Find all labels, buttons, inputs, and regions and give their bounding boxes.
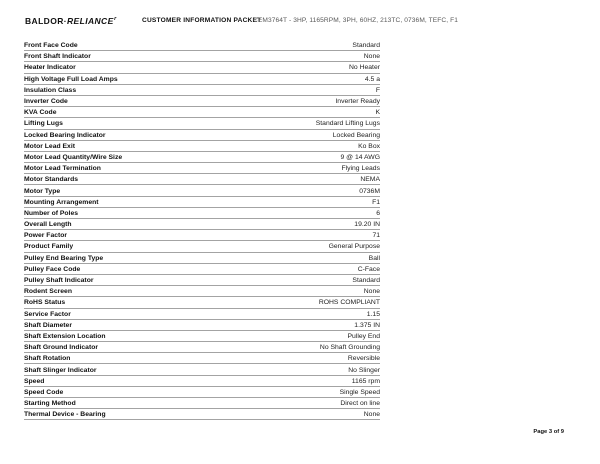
spec-label: Rodent Screen <box>24 288 72 296</box>
table-row <box>24 174 380 185</box>
spec-value: Inverter Ready <box>335 98 380 106</box>
table-row <box>24 219 380 230</box>
spec-label: Front Face Code <box>24 42 78 50</box>
spec-value: Flying Leads <box>341 165 380 173</box>
document-title: CUSTOMER INFORMATION PACKET <box>142 17 262 24</box>
table-row <box>24 387 380 398</box>
table-row <box>24 286 380 297</box>
spec-value: Direct on line <box>340 400 380 408</box>
table-row <box>24 152 380 163</box>
spec-label: Number of Poles <box>24 209 79 217</box>
page-number: Page 3 of 9 <box>533 429 564 435</box>
spec-value: F1 <box>372 198 380 206</box>
spec-value: K <box>375 109 380 117</box>
table-row <box>24 185 380 196</box>
spec-label: Speed Code <box>24 388 64 396</box>
spec-label: Thermal Device - Bearing <box>24 411 106 419</box>
spec-value: NEMA <box>360 176 380 184</box>
table-row <box>24 40 380 51</box>
spec-label: Pulley End Bearing Type <box>24 254 104 262</box>
logo-separator: · <box>63 16 67 26</box>
spec-label: RoHS Status <box>24 299 66 307</box>
table-row <box>24 398 380 409</box>
spec-label: Power Factor <box>24 232 68 240</box>
spec-value: F <box>375 86 380 94</box>
spec-value: Standard <box>352 277 380 285</box>
spec-label: Lifting Lugs <box>24 120 63 128</box>
logo-brand-left: BALDOR <box>25 16 64 26</box>
spec-label: Pulley Shaft Indicator <box>24 277 94 285</box>
table-row <box>24 309 380 320</box>
table-row <box>24 96 380 107</box>
spec-label: Shaft Slinger Indicator <box>24 366 97 374</box>
baldor-reliance-logo <box>25 16 117 26</box>
spec-value: 1.15 <box>366 310 380 318</box>
table-row <box>24 163 380 174</box>
spec-value: 19.20 IN <box>354 221 380 229</box>
spec-value: ROHS COMPLIANT <box>318 299 380 307</box>
spec-label: Service Factor <box>24 310 71 318</box>
spec-value: C-Face <box>357 265 380 273</box>
spec-value: 1165 rpm <box>351 377 380 385</box>
product-code: CEM3764T - 3HP, 1165RPM, 3PH, 60HZ, 213TC, 0736M, TEFC, F1 <box>253 17 459 24</box>
spec-label: Inverter Code <box>24 98 68 106</box>
spec-label: Locked Bearing Indicator <box>24 131 106 139</box>
table-row <box>24 253 380 264</box>
table-row <box>24 141 380 152</box>
spec-label: Heater Indicator <box>24 64 76 72</box>
spec-label: Shaft Rotation <box>24 355 71 363</box>
table-row <box>24 130 380 141</box>
spec-label: Shaft Diameter <box>24 321 72 329</box>
spec-label: High Voltage Full Load Amps <box>24 75 118 83</box>
spec-label: Motor Type <box>24 187 61 195</box>
table-row <box>24 297 380 308</box>
table-row <box>24 320 380 331</box>
table-row <box>24 107 380 118</box>
spec-label: Pulley Face Code <box>24 265 81 273</box>
spec-value: None <box>363 288 380 296</box>
spec-value: None <box>363 411 380 419</box>
spec-label: Speed <box>24 377 45 385</box>
spec-value: 4.5 a <box>364 75 380 83</box>
spec-label: Motor Lead Termination <box>24 165 101 173</box>
table-row <box>24 51 380 62</box>
logo-brand-right: RELIANCE <box>67 16 114 26</box>
table-row <box>24 353 380 364</box>
spec-label: Front Shaft Indicator <box>24 53 91 61</box>
page-header <box>0 0 600 32</box>
table-row <box>24 74 380 85</box>
spec-label: Mounting Arrangement <box>24 198 99 206</box>
spec-value: Single Speed <box>339 388 380 396</box>
logo-trademark-icon: r <box>114 16 117 22</box>
spec-label: Insulation Class <box>24 86 77 94</box>
spec-label: Shaft Ground Indicator <box>24 344 99 352</box>
spec-value: 71 <box>372 232 380 240</box>
spec-value: No Shaft Grounding <box>319 344 380 352</box>
spec-table <box>24 40 380 420</box>
table-row <box>24 230 380 241</box>
table-row <box>24 376 380 387</box>
spec-value: None <box>363 53 380 61</box>
spec-value: No Heater <box>349 64 380 72</box>
spec-value: 1.375 IN <box>354 321 380 329</box>
table-row <box>24 197 380 208</box>
table-row <box>24 241 380 252</box>
spec-label: Motor Standards <box>24 176 79 184</box>
spec-label: Overall Length <box>24 221 72 229</box>
spec-value: 6 <box>376 209 380 217</box>
spec-value: General Purpose <box>328 243 380 251</box>
spec-label: Motor Lead Quantity/Wire Size <box>24 153 123 161</box>
spec-value: 9 @ 14 AWG <box>340 153 380 161</box>
spec-label: Shaft Extension Location <box>24 332 106 340</box>
spec-value: Ko Box <box>358 142 380 150</box>
spec-value: Pulley End <box>347 332 380 340</box>
table-row <box>24 364 380 375</box>
table-row <box>24 62 380 73</box>
spec-value: Standard Lifting Lugs <box>315 120 380 128</box>
spec-value: Standard <box>352 42 380 50</box>
table-row <box>24 208 380 219</box>
spec-value: Reversible <box>347 355 380 363</box>
table-row <box>24 409 380 420</box>
table-row <box>24 85 380 96</box>
spec-value: 0736M <box>359 187 380 195</box>
spec-value: Locked Bearing <box>332 131 380 139</box>
table-row <box>24 118 380 129</box>
spec-value: Ball <box>368 254 380 262</box>
spec-label: Product Family <box>24 243 74 251</box>
table-row <box>24 342 380 353</box>
spec-label: Starting Method <box>24 400 76 408</box>
table-row <box>24 264 380 275</box>
spec-label: KVA Code <box>24 109 57 117</box>
table-row <box>24 331 380 342</box>
spec-value: No Slinger <box>348 366 380 374</box>
spec-label: Motor Lead Exit <box>24 142 75 150</box>
table-row <box>24 275 380 286</box>
